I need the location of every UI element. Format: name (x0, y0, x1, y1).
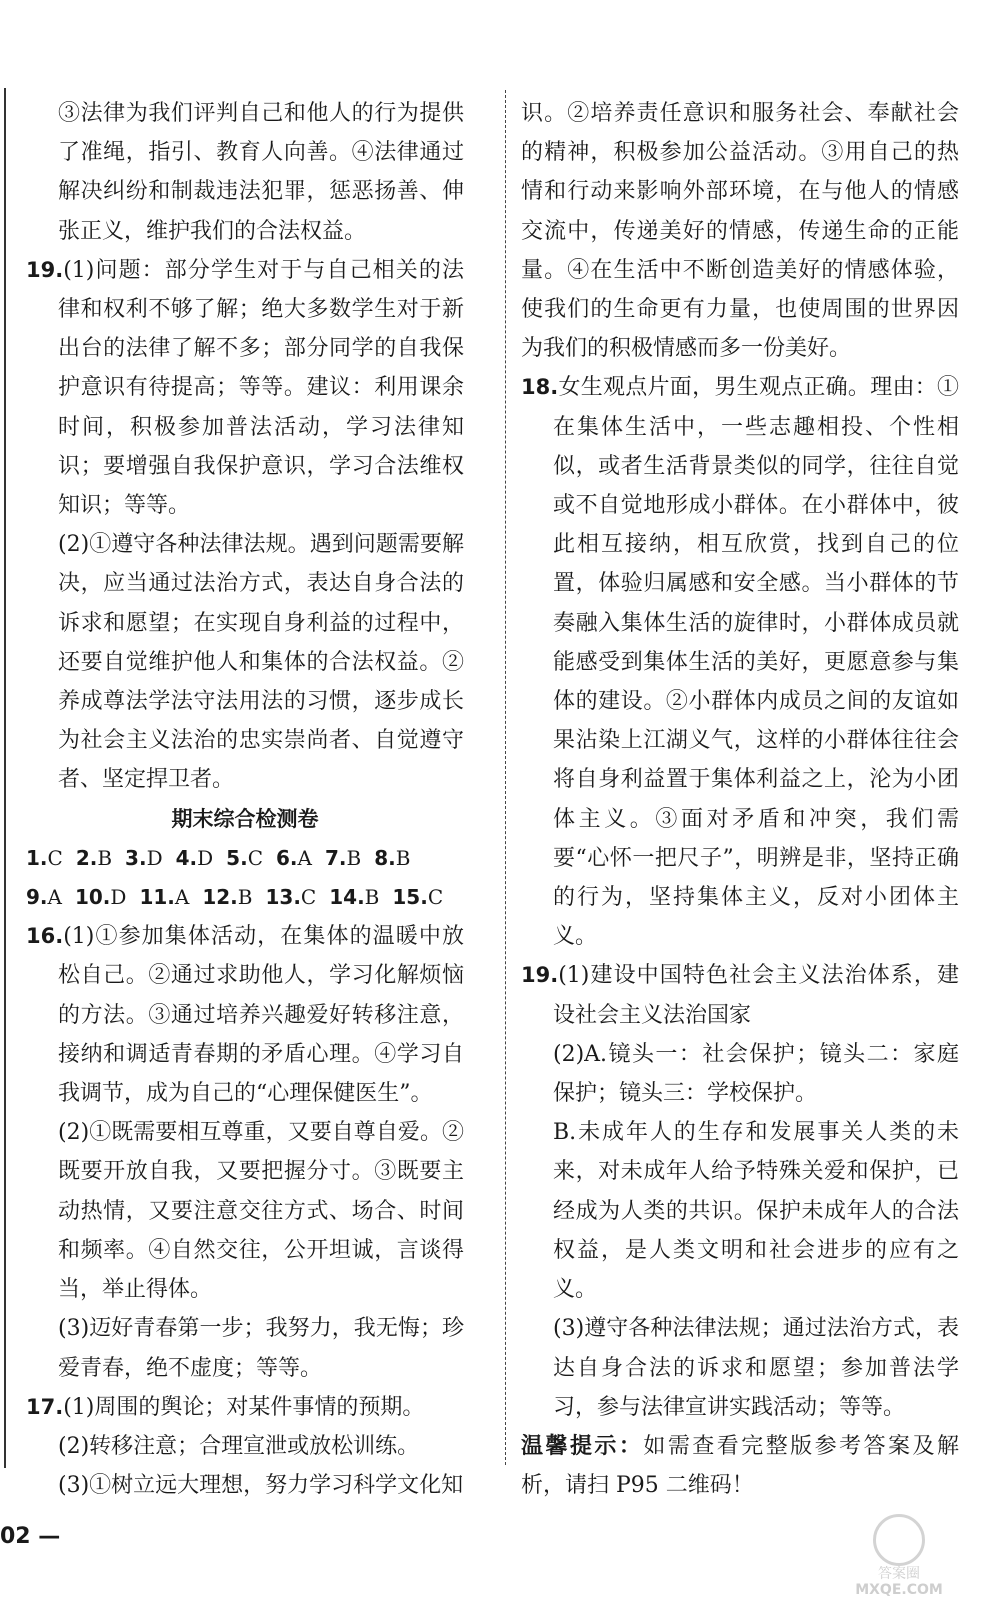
answer-letter: C (247, 845, 263, 870)
tip-note (521, 1427, 959, 1505)
answer-text: (1)周围的舆论；对某件事情的预期。 (63, 1394, 425, 1420)
answer-item (325, 839, 361, 878)
answer-letter: D (110, 885, 127, 910)
question-number: 5. (226, 845, 248, 870)
answer-letter: C (300, 885, 317, 910)
answer-item (76, 839, 112, 878)
answer-paragraph: (2)转移注意；合理宣泄或放松训练。 (58, 1433, 420, 1459)
answer-letter: C (47, 845, 63, 870)
answer-item (26, 878, 62, 917)
section-title: 期末综合检测卷 (171, 806, 319, 831)
question-number: 11. (139, 885, 175, 910)
tip-text: 如需查看完整版参考答案及解析，请扫 P95 二维码！ (521, 1433, 959, 1499)
watermark-badge-icon (873, 1514, 925, 1566)
answer-paragraph: ③法律为我们评判自己和他人的行为提供了准绳，指引、教育人向善。④法律通过解决纠纷和制裁违法犯罪，惩恶扬善、伸张正义，维护我们的合法权益。 (58, 101, 464, 244)
answer-item (276, 839, 312, 878)
page-number: 02 — (0, 1524, 61, 1549)
question-number: 6. (276, 845, 298, 870)
question-number: 4. (175, 845, 198, 870)
answer-letter: B (346, 845, 362, 870)
tip-label: 温馨提示： (521, 1433, 644, 1459)
answer-text: 女生观点片面，男生观点正确。理由：①在集体生活中，一些志趣相投、个性相似，或者生活背景类似的同学，往往自觉或不自觉地形成小群体。在小群体中，彼此相互接纳，相互欣赏，找到自己的位置，体验归属感和安全感。当小群体的节奏融入集体生活的旋律时，小群体成员就能感受到集体生活的美好，更愿意参与集体的建设。②小群体内成员之间的友谊如果沾染上江湖义气，这样的小群体往往会将自身利益置于集体利益之上，沦为小团体主义。③面对矛盾和冲突，我们需要“心怀一把尺子”，明辨是非，坚持正确的行为，坚持集体主义，反对小团体主义。 (553, 375, 959, 950)
answer-item (392, 878, 443, 917)
answer-letter: D (197, 845, 214, 870)
question-number: 1. (26, 845, 48, 870)
question-number: 19. (521, 963, 559, 988)
right-column (521, 94, 959, 1505)
question-item (26, 917, 464, 1113)
answer-text: (1)问题：部分学生对于与自己相关的法律和权利不够了解；绝大多数学生对于新出台的法律了解不多；部分同学的自我保护意识有待提高；等等。建议：利用课余时间，积极参加普法活动，学习法律知识；要增强自我保护意识，学习合法维权知识；等等。 (58, 257, 464, 519)
answer-item (176, 839, 214, 878)
answer-paragraph: (3)遵守各种法律法规；通过法治方式，表达自身合法的诉求和愿望；参加普法学习，参与法律宣讲实践活动；等等。 (553, 1316, 959, 1420)
question-number: 16. (26, 924, 64, 949)
question-item (26, 251, 464, 525)
column-divider (505, 90, 506, 1465)
answer-paragraph: B.未成年人的生存和发展事关人类的未来，对未成年人给予特殊关爱和保护，已经成为人类的共识。保护未成年人的合法权益，是人类文明和社会进步的应有之义。 (553, 1120, 959, 1303)
question-number: 15. (392, 885, 428, 910)
question-number: 9. (26, 885, 48, 910)
question-number: 7. (324, 845, 347, 870)
answer-letter: B (237, 885, 253, 910)
answer-paragraph: (2)A.镜头一：社会保护；镜头二：家庭保护；镜头三：学校保护。 (553, 1041, 959, 1107)
answer-letter: B (97, 845, 113, 870)
answer-paragraph: (3)迈好青春第一步；我努力，我无悔；珍爱青春，绝不虚度；等等。 (58, 1316, 464, 1381)
answer-text: (1)建设中国特色社会主义法治体系，建设社会主义法治国家 (553, 963, 959, 1028)
answer-row (26, 839, 464, 878)
answer-paragraph: (3)①树立远大理想，努力学习科学文化知 (58, 1473, 464, 1499)
question-number: 18. (521, 375, 559, 400)
answer-item (139, 878, 189, 917)
watermark-logo (824, 1514, 974, 1598)
answer-paragraph: (2)①既需要相互尊重，又要自尊自爱。②既要开放自我，又要把握分寸。③既要主动热情，又要注意交往方式、场合、时间和频率。④自然交往，公开坦诚，言谈得当，举止得体。 (58, 1120, 464, 1303)
answer-letter: A (297, 845, 312, 870)
question-number: 10. (74, 885, 111, 910)
left-column (26, 94, 464, 1505)
answer-letter: A (174, 885, 190, 910)
answer-paragraph: (2)①遵守各种法律法规。遇到问题需要解决，应当通过法治方式，表达自身合法的诉求和愿望；在实现自身利益的过程中，还要自觉维护他人和集体的合法权益。②养成尊法学法守法用法的习惯，逐步成长为社会主义法治的忠实崇尚者、自觉遵守者、坚定捍卫者。 (58, 532, 464, 793)
answer-letter: B (395, 845, 411, 870)
answer-item (202, 878, 252, 917)
answer-letter: D (146, 845, 163, 870)
answer-item (329, 878, 379, 917)
answer-letter: A (47, 885, 62, 910)
answer-letter: C (427, 885, 444, 910)
answer-item (125, 839, 163, 878)
answer-text: (1)①参加集体活动，在集体的温暖中放松自己。②通过求助他人，学习化解烦恼的方法。③通过培养兴趣爱好转移注意，接纳和调适青春期的矛盾心理。④学习自我调节，成为自己的“心理保健医生”。 (58, 924, 464, 1107)
question-number: 8. (374, 845, 396, 870)
answer-row (26, 878, 464, 917)
question-number: 13. (265, 885, 301, 910)
answer-item (374, 839, 410, 878)
answer-paragraph: 识。②培养责任意识和服务社会、奉献社会的精神，积极参加公益活动。③用自己的热情和行动来影响外部环境，在与他人的情感交流中，传递美好的情感，传递生命的正能量。④在生活中不断创造美好的情感体验，使我们的生命更有力量，也使周围的世界因为我们的积极情感而多一份美好。 (521, 101, 959, 362)
question-item (521, 368, 959, 956)
question-number: 14. (329, 885, 365, 910)
question-item (26, 1388, 464, 1427)
watermark-url: MXQE.COM (855, 1582, 943, 1598)
answer-letter: B (364, 885, 380, 910)
question-number: 17. (26, 1394, 64, 1419)
question-number: 3. (125, 845, 147, 870)
question-number: 2. (75, 845, 98, 870)
answer-item (265, 878, 316, 917)
binding-edge-line (4, 88, 6, 1468)
answer-item (26, 839, 63, 878)
answer-item (226, 839, 263, 878)
answer-item (75, 878, 126, 917)
question-number: 12. (202, 885, 238, 910)
question-number: 19. (26, 257, 64, 282)
watermark-text: 答案圈 (878, 1566, 920, 1582)
question-item (521, 956, 959, 1034)
